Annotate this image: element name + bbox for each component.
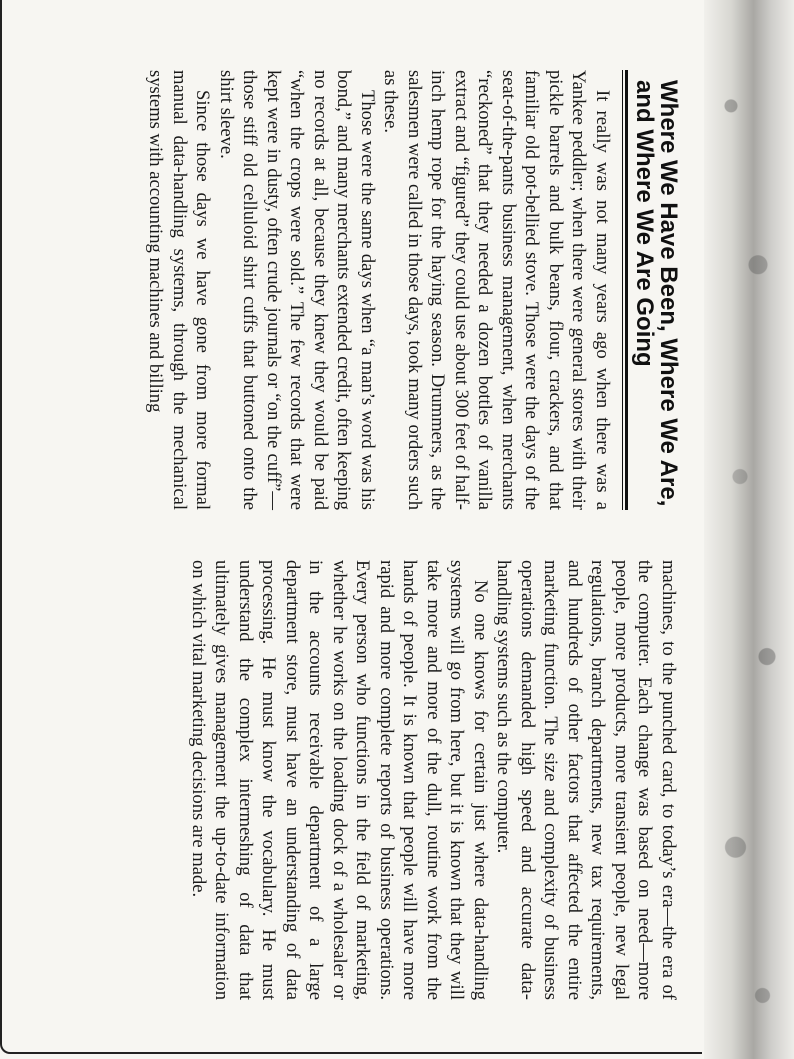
paragraph: Since those days we have gone from more formal manual data-handling systems, through the mechanical systems with accounting machines and billing [145,70,214,510]
title-line-2: and Where We Are Going [631,80,658,367]
scan-shadow-edge [704,0,794,1059]
left-column [144,70,680,510]
paragraph: Those were the same days when “a man’s word was his bond,” and many merchants extended credit, often keeping no records at all, because they knew they would be paid “when the crops were sold.” The few records that were kept were in dusty, often crude journals or “on the cuff”—those stiff old celluloid shirt cuffs that buttoned onto the shirt sleeve. [216,70,378,510]
title-rule-thick [625,70,628,510]
article [30,70,680,1010]
paragraph: It really was not many years ago when there was a Yankee peddler; when there were general stores with their pickle barrels and bulk beans, flour, crackers, and that familiar old pot-bellied stove. Those were the days of the seat-of-the-pants business management, when merchants “reckoned” that they needed a dozen bottles of vanilla extract and “figured” they could use about 300 feet of half-inch hemp rope for the haying season. Drummers, as the salesmen were called in those days, took many orders such as these. [380,70,613,510]
paragraph: machines, to the punched card, to today’s era—the era of the computer. Each change was based on need—more people, more products, more transient people, new legal regulations, branch departments, new tax requirements, and hundreds of other factors that affected the entire marketing function. The size and complexity of business operations demanded high speed and accurate data-handling systems such as the computer. [493,560,679,1000]
right-column [187,560,681,1000]
paragraph: No one knows for certain just where data-handling systems will go from here, but it is known that they will take more and more of the dull, routine work from the hands of people. It is known that people will have more rapid and more complete reports of business operations. Every person who functions in the field of marketing, whether he works on the loading dock of a wholesaler or in the accounts receivable department of a large department store, must have an understanding of data processing. He must know the vocabulary. He must understand the complex intermeshing of data that ultimately gives management the up-to-date information on which vital marketing decisions are made. [188,560,491,1000]
title-rule-thin [622,70,623,510]
title-line-1: Where We Have Been, Where We Are, [655,80,682,507]
article-title [632,80,680,510]
rotated-content [10,0,700,1040]
